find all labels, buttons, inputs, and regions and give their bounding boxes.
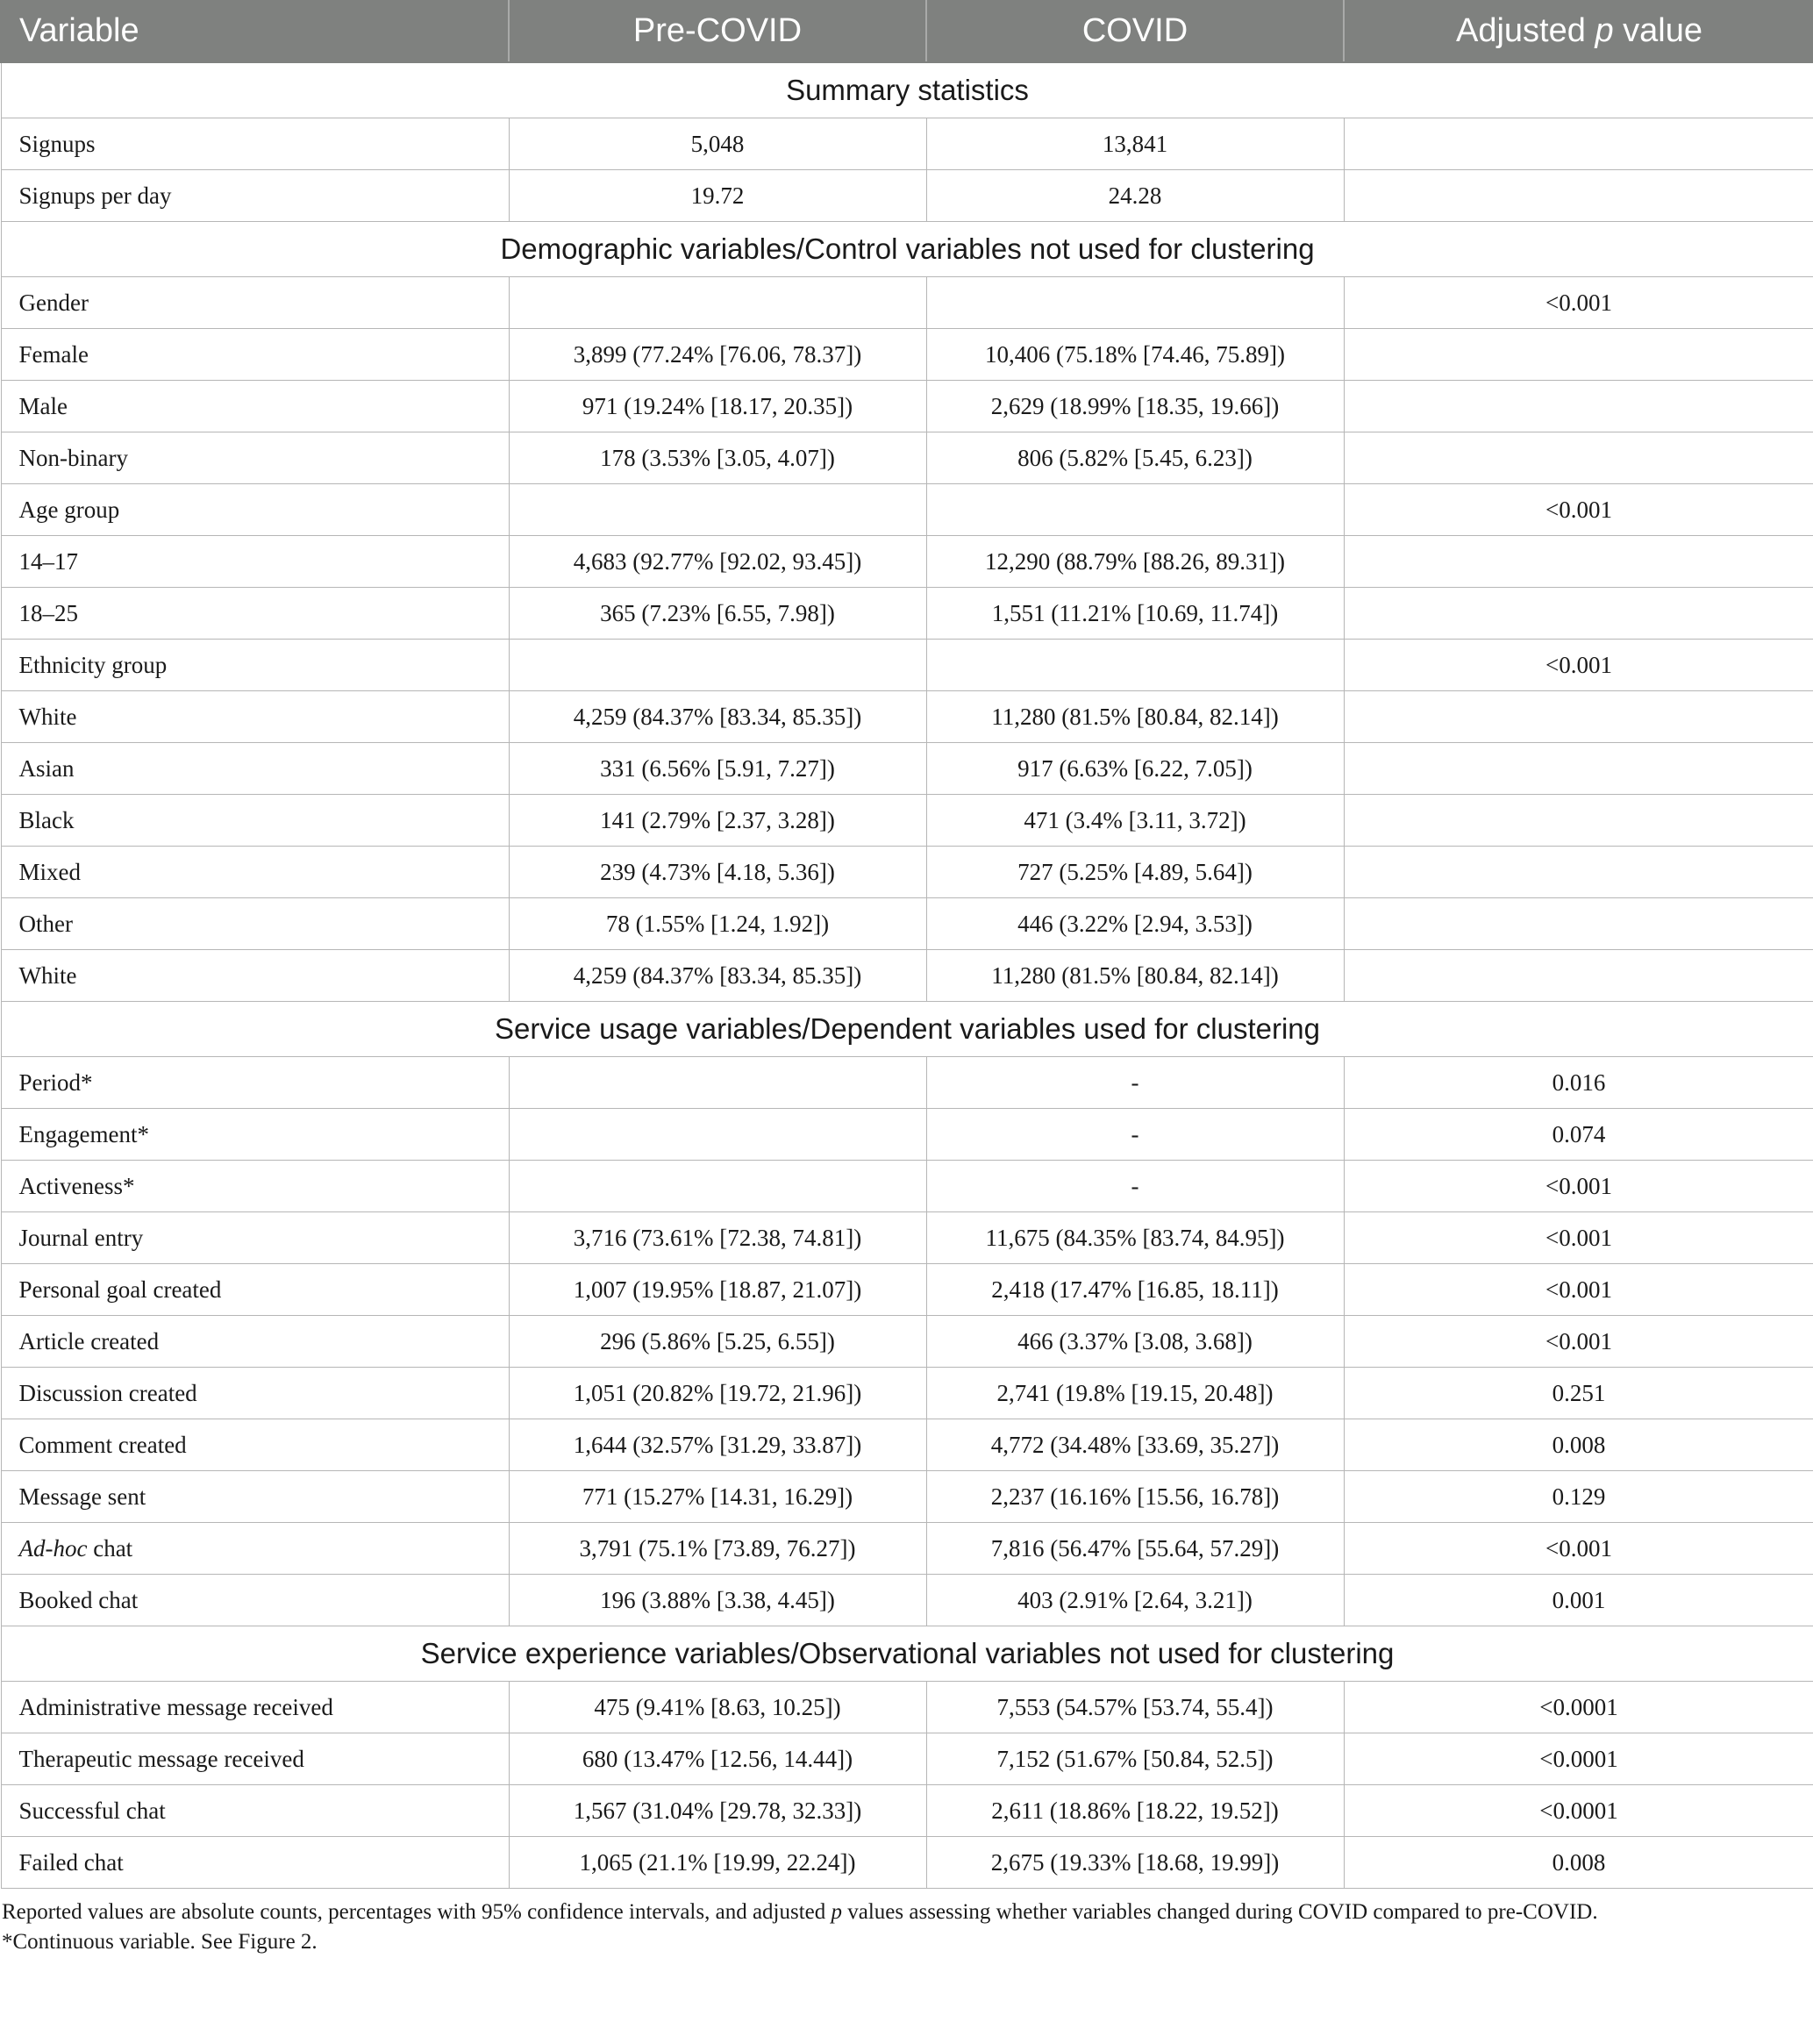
section-title: Service usage variables/Dependent variables used for clustering <box>1 1002 1813 1057</box>
pre-covid-cell: 1,065 (21.1% [19.99, 22.24]) <box>509 1837 926 1889</box>
adjusted-p-cell <box>1344 588 1813 640</box>
covid-cell: 446 (3.22% [2.94, 3.53]) <box>926 898 1344 950</box>
footnote-1-prefix: Reported values are absolute counts, percentages with 95% confidence intervals, and adjusted <box>2 1900 832 1924</box>
footnote-1-suffix: values assessing whether variables changed during COVID compared to pre-COVID. <box>842 1900 1598 1924</box>
table-row <box>1 484 1813 536</box>
covid-cell: 11,675 (84.35% [83.74, 84.95]) <box>926 1212 1344 1264</box>
covid-cell: 917 (6.63% [6.22, 7.05]) <box>926 743 1344 795</box>
section-header-row <box>1 222 1813 277</box>
covid-cell <box>926 277 1344 329</box>
variable-cell: Failed chat <box>1 1837 509 1889</box>
footnote-1 <box>0 1897 1813 1927</box>
adjusted-p-cell <box>1344 795 1813 847</box>
pre-covid-cell: 4,259 (84.37% [83.34, 85.35]) <box>509 950 926 1002</box>
covid-cell: 10,406 (75.18% [74.46, 75.89]) <box>926 329 1344 381</box>
adjusted-p-cell: <0.001 <box>1344 1316 1813 1368</box>
table-row <box>1 743 1813 795</box>
covid-cell: 471 (3.4% [3.11, 3.72]) <box>926 795 1344 847</box>
pre-covid-cell: 3,791 (75.1% [73.89, 76.27]) <box>509 1523 926 1575</box>
covid-cell: 2,611 (18.86% [18.22, 19.52]) <box>926 1785 1344 1837</box>
adjusted-p-cell: <0.001 <box>1344 1212 1813 1264</box>
section-header-row <box>1 62 1813 118</box>
covid-cell: 2,675 (19.33% [18.68, 19.99]) <box>926 1837 1344 1889</box>
covid-cell: 2,629 (18.99% [18.35, 19.66]) <box>926 381 1344 432</box>
pre-covid-cell: 331 (6.56% [5.91, 7.27]) <box>509 743 926 795</box>
adjusted-p-cell: 0.008 <box>1344 1419 1813 1471</box>
variable-cell: White <box>1 691 509 743</box>
adjusted-p-cell: <0.0001 <box>1344 1733 1813 1785</box>
adjusted-p-cell: <0.001 <box>1344 277 1813 329</box>
adjusted-p-cell <box>1344 118 1813 170</box>
table-row <box>1 432 1813 484</box>
pre-covid-cell: 4,259 (84.37% [83.34, 85.35]) <box>509 691 926 743</box>
table-row <box>1 1785 1813 1837</box>
variable-cell: Activeness* <box>1 1161 509 1212</box>
table-row <box>1 118 1813 170</box>
covid-cell: - <box>926 1109 1344 1161</box>
table-row <box>1 1109 1813 1161</box>
table-row <box>1 170 1813 222</box>
variable-cell: Other <box>1 898 509 950</box>
adjusted-p-cell <box>1344 170 1813 222</box>
table-row <box>1 1837 1813 1889</box>
table-row <box>1 691 1813 743</box>
adjusted-p-cell: <0.001 <box>1344 1523 1813 1575</box>
table-row <box>1 795 1813 847</box>
pre-covid-cell: 19.72 <box>509 170 926 222</box>
variable-italic: Ad-hoc <box>18 1534 88 1562</box>
section-title: Demographic variables/Control variables not used for clustering <box>1 222 1813 277</box>
variable-cell: Female <box>1 329 509 381</box>
adjusted-p-cell: <0.0001 <box>1344 1682 1813 1733</box>
adjusted-p-cell <box>1344 691 1813 743</box>
variable-cell: Male <box>1 381 509 432</box>
table-row <box>1 1057 1813 1109</box>
pre-covid-cell: 239 (4.73% [4.18, 5.36]) <box>509 847 926 898</box>
adjusted-p-cell: <0.001 <box>1344 484 1813 536</box>
covid-cell: 2,418 (17.47% [16.85, 18.11]) <box>926 1264 1344 1316</box>
covid-cell: 4,772 (34.48% [33.69, 35.27]) <box>926 1419 1344 1471</box>
pre-covid-cell <box>509 1161 926 1212</box>
variable-cell <box>1 1523 509 1575</box>
variable-cell: Gender <box>1 277 509 329</box>
header-adjusted-italic: p <box>1595 11 1614 49</box>
table-row <box>1 898 1813 950</box>
pre-covid-cell: 5,048 <box>509 118 926 170</box>
covid-cell: 806 (5.82% [5.45, 6.23]) <box>926 432 1344 484</box>
adjusted-p-cell <box>1344 432 1813 484</box>
table-row <box>1 950 1813 1002</box>
covid-cell: - <box>926 1161 1344 1212</box>
adjusted-p-cell <box>1344 743 1813 795</box>
covid-cell: 11,280 (81.5% [80.84, 82.14]) <box>926 691 1344 743</box>
pre-covid-cell <box>509 1109 926 1161</box>
table-row <box>1 588 1813 640</box>
covid-cell: 13,841 <box>926 118 1344 170</box>
header-adjusted-p-value <box>1344 0 1813 62</box>
table-header <box>1 0 1813 62</box>
pre-covid-cell: 3,899 (77.24% [76.06, 78.37]) <box>509 329 926 381</box>
table-row <box>1 1733 1813 1785</box>
section-header-row <box>1 1626 1813 1682</box>
pre-covid-cell: 1,644 (32.57% [31.29, 33.87]) <box>509 1419 926 1471</box>
table-body <box>1 62 1813 1889</box>
covid-cell: 403 (2.91% [2.64, 3.21]) <box>926 1575 1344 1626</box>
adjusted-p-cell <box>1344 329 1813 381</box>
covid-cell: 7,152 (51.67% [50.84, 52.5]) <box>926 1733 1344 1785</box>
pre-covid-cell <box>509 277 926 329</box>
variable-cell: Article created <box>1 1316 509 1368</box>
covid-cell: 11,280 (81.5% [80.84, 82.14]) <box>926 950 1344 1002</box>
adjusted-p-cell <box>1344 536 1813 588</box>
variable-cell: 18–25 <box>1 588 509 640</box>
covid-cell: 24.28 <box>926 170 1344 222</box>
adjusted-p-cell <box>1344 847 1813 898</box>
header-adjusted-prefix: Adjusted <box>1456 11 1595 49</box>
header-adjusted-suffix: value <box>1613 11 1702 49</box>
pre-covid-cell: 1,567 (31.04% [29.78, 32.33]) <box>509 1785 926 1837</box>
adjusted-p-cell: <0.0001 <box>1344 1785 1813 1837</box>
table-row <box>1 1523 1813 1575</box>
pre-covid-cell: 475 (9.41% [8.63, 10.25]) <box>509 1682 926 1733</box>
adjusted-p-cell: <0.001 <box>1344 1264 1813 1316</box>
footnote-2: *Continuous variable. See Figure 2. <box>2 1930 318 1954</box>
covid-cell: 12,290 (88.79% [88.26, 89.31]) <box>926 536 1344 588</box>
variable-cell: Successful chat <box>1 1785 509 1837</box>
variable-cell: Personal goal created <box>1 1264 509 1316</box>
variable-cell: Age group <box>1 484 509 536</box>
covid-cell: 727 (5.25% [4.89, 5.64]) <box>926 847 1344 898</box>
covid-cell: 7,816 (56.47% [55.64, 57.29]) <box>926 1523 1344 1575</box>
pre-covid-cell: 178 (3.53% [3.05, 4.07]) <box>509 432 926 484</box>
variable-cell: Message sent <box>1 1471 509 1523</box>
variable-cell: Non-binary <box>1 432 509 484</box>
covid-cell <box>926 640 1344 691</box>
variable-cell: Signups per day <box>1 170 509 222</box>
covid-cell: 2,237 (16.16% [15.56, 16.78]) <box>926 1471 1344 1523</box>
adjusted-p-cell <box>1344 950 1813 1002</box>
variable-cell: Therapeutic message received <box>1 1733 509 1785</box>
pre-covid-cell: 680 (13.47% [12.56, 14.44]) <box>509 1733 926 1785</box>
adjusted-p-cell: 0.016 <box>1344 1057 1813 1109</box>
pre-covid-cell: 78 (1.55% [1.24, 1.92]) <box>509 898 926 950</box>
adjusted-p-cell: 0.251 <box>1344 1368 1813 1419</box>
variable-cell: Black <box>1 795 509 847</box>
pre-covid-cell: 771 (15.27% [14.31, 16.29]) <box>509 1471 926 1523</box>
variable-cell: Comment created <box>1 1419 509 1471</box>
table-row <box>1 329 1813 381</box>
table-row <box>1 1212 1813 1264</box>
pre-covid-cell <box>509 1057 926 1109</box>
pre-covid-cell: 3,716 (73.61% [72.38, 74.81]) <box>509 1212 926 1264</box>
covid-cell: 7,553 (54.57% [53.74, 55.4]) <box>926 1682 1344 1733</box>
adjusted-p-cell: 0.008 <box>1344 1837 1813 1889</box>
adjusted-p-cell: <0.001 <box>1344 1161 1813 1212</box>
adjusted-p-cell: 0.129 <box>1344 1471 1813 1523</box>
variable-cell: Administrative message received <box>1 1682 509 1733</box>
variable-cell: Booked chat <box>1 1575 509 1626</box>
adjusted-p-cell: <0.001 <box>1344 640 1813 691</box>
table-row <box>1 1471 1813 1523</box>
variable-cell: White <box>1 950 509 1002</box>
table-row <box>1 536 1813 588</box>
header-variable: Variable <box>1 0 509 62</box>
covid-cell: - <box>926 1057 1344 1109</box>
variable-cell: Discussion created <box>1 1368 509 1419</box>
variable-cell: Asian <box>1 743 509 795</box>
table-row <box>1 640 1813 691</box>
variable-cell: Signups <box>1 118 509 170</box>
covid-cell: 2,741 (19.8% [19.15, 20.48]) <box>926 1368 1344 1419</box>
footnote-1-italic: p <box>831 1900 843 1924</box>
pre-covid-cell: 196 (3.88% [3.38, 4.45]) <box>509 1575 926 1626</box>
pre-covid-cell: 4,683 (92.77% [92.02, 93.45]) <box>509 536 926 588</box>
pre-covid-cell: 1,051 (20.82% [19.72, 21.96]) <box>509 1368 926 1419</box>
section-title: Summary statistics <box>1 62 1813 118</box>
pre-covid-cell: 141 (2.79% [2.37, 3.28]) <box>509 795 926 847</box>
pre-covid-cell: 1,007 (19.95% [18.87, 21.07]) <box>509 1264 926 1316</box>
covid-cell: 1,551 (11.21% [10.69, 11.74]) <box>926 588 1344 640</box>
variable-cell: Journal entry <box>1 1212 509 1264</box>
adjusted-p-cell: 0.074 <box>1344 1109 1813 1161</box>
adjusted-p-cell: 0.001 <box>1344 1575 1813 1626</box>
variable-cell: 14–17 <box>1 536 509 588</box>
variable-rest: chat <box>87 1534 133 1562</box>
table-row <box>1 1682 1813 1733</box>
table-row <box>1 1575 1813 1626</box>
section-header-row <box>1 1002 1813 1057</box>
header-row <box>1 0 1813 62</box>
section-title: Service experience variables/Observational variables not used for clustering <box>1 1626 1813 1682</box>
table-row <box>1 1368 1813 1419</box>
table-row <box>1 1264 1813 1316</box>
variable-cell: Mixed <box>1 847 509 898</box>
variable-cell: Ethnicity group <box>1 640 509 691</box>
table-row <box>1 1419 1813 1471</box>
pre-covid-cell <box>509 484 926 536</box>
table-row <box>1 1161 1813 1212</box>
variable-cell: Period* <box>1 1057 509 1109</box>
covid-cell <box>926 484 1344 536</box>
pre-covid-cell: 971 (19.24% [18.17, 20.35]) <box>509 381 926 432</box>
pre-covid-cell: 365 (7.23% [6.55, 7.98]) <box>509 588 926 640</box>
table-row <box>1 381 1813 432</box>
variable-cell: Engagement* <box>1 1109 509 1161</box>
header-pre-covid: Pre-COVID <box>509 0 926 62</box>
pre-covid-cell: 296 (5.86% [5.25, 6.55]) <box>509 1316 926 1368</box>
pre-covid-cell <box>509 640 926 691</box>
table-row <box>1 847 1813 898</box>
header-covid: COVID <box>926 0 1344 62</box>
table-row <box>1 1316 1813 1368</box>
adjusted-p-cell <box>1344 898 1813 950</box>
covid-cell: 466 (3.37% [3.08, 3.68]) <box>926 1316 1344 1368</box>
table-row <box>1 277 1813 329</box>
adjusted-p-cell <box>1344 381 1813 432</box>
